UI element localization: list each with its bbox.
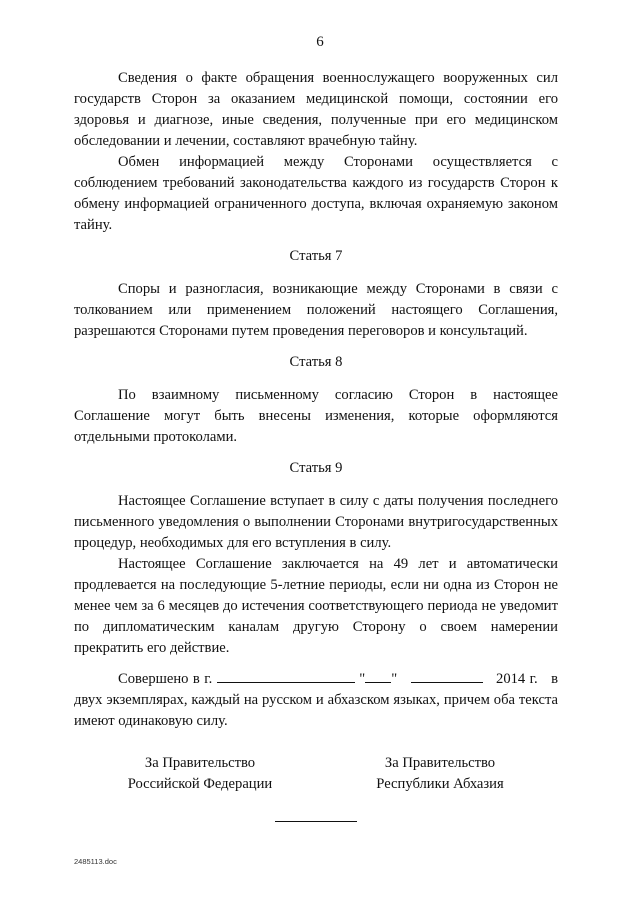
article-9-text-2: Настоящее Соглашение заключается на 49 лет и автоматически продлевается на последующие 5-летние периоды, если ни одна из Сторон не менее чем за 6 месяцев до истечения соответствующего периода не уведомит по дипломатическим каналам другую Сторону о своем намерении прекратить его действие. (74, 556, 558, 656)
month-blank-line (411, 669, 483, 683)
article-8-title: Статья 8 (289, 354, 343, 370)
article-9-text-1: Настоящее Соглашение вступает в силу с даты получения последнего письменного уведомления о выполнении Сторонами внутригосударственных процедур, необходимых для его вступления в силу. (74, 493, 558, 551)
article-8-text: По взаимному письменному согласию Сторон в настоящее Соглашение могут быть внесены изменения, которые оформляются отдельными протоколами. (74, 387, 558, 445)
signature-russia (110, 753, 290, 795)
signature-russia-line1: За Правительство (144, 755, 256, 771)
article-7-text: Споры и разногласия, возникающие между Сторонами в связи с толкованием или применением положений настоящего Соглашения, разрешаются Сторонами путем проведения переговоров и консультаций. (74, 281, 558, 339)
end-divider-line (275, 821, 357, 822)
signing-in: в (551, 671, 558, 687)
page-number: 6 (316, 34, 324, 50)
signature-abkhazia-line1: За Правительство (384, 755, 496, 771)
signature-russia-line2: Российской Федерации (127, 776, 273, 792)
file-name-footer: 2485113.doc (74, 857, 117, 866)
signing-prefix: Совершено в г. (118, 671, 213, 687)
quote-open: " (359, 671, 366, 687)
signature-abkhazia-line2: Республики Абхазия (376, 776, 504, 792)
day-blank-line (365, 669, 391, 683)
article-7-title: Статья 7 (289, 248, 343, 264)
signature-abkhazia (350, 753, 530, 795)
signing-rest: двух экземплярах, каждый на русском и абхазском языках, причем оба текста имеют одинаковую силу. (74, 692, 558, 729)
quote-close: " (391, 671, 398, 687)
paragraph-info-exchange: Обмен информацией между Сторонами осуществляется с соблюдением требований законодательства каждого из государств Сторон к обмену информацией ограниченного доступа, включая охраняемую законом тайну. (74, 154, 558, 233)
paragraph-medical-secret: Сведения о факте обращения военнослужащего вооруженных сил государств Сторон за оказанием медицинской помощи, состоянии его здоровья и диагнозе, иные сведения, полученные при его медицинском обследовании и лечении, составляют врачебную тайну. (74, 70, 558, 149)
signing-paragraph (74, 669, 558, 732)
city-blank-line (217, 669, 355, 683)
document-body (74, 68, 558, 732)
article-9-title: Статья 9 (289, 460, 343, 476)
signing-year: 2014 г. (496, 671, 538, 687)
